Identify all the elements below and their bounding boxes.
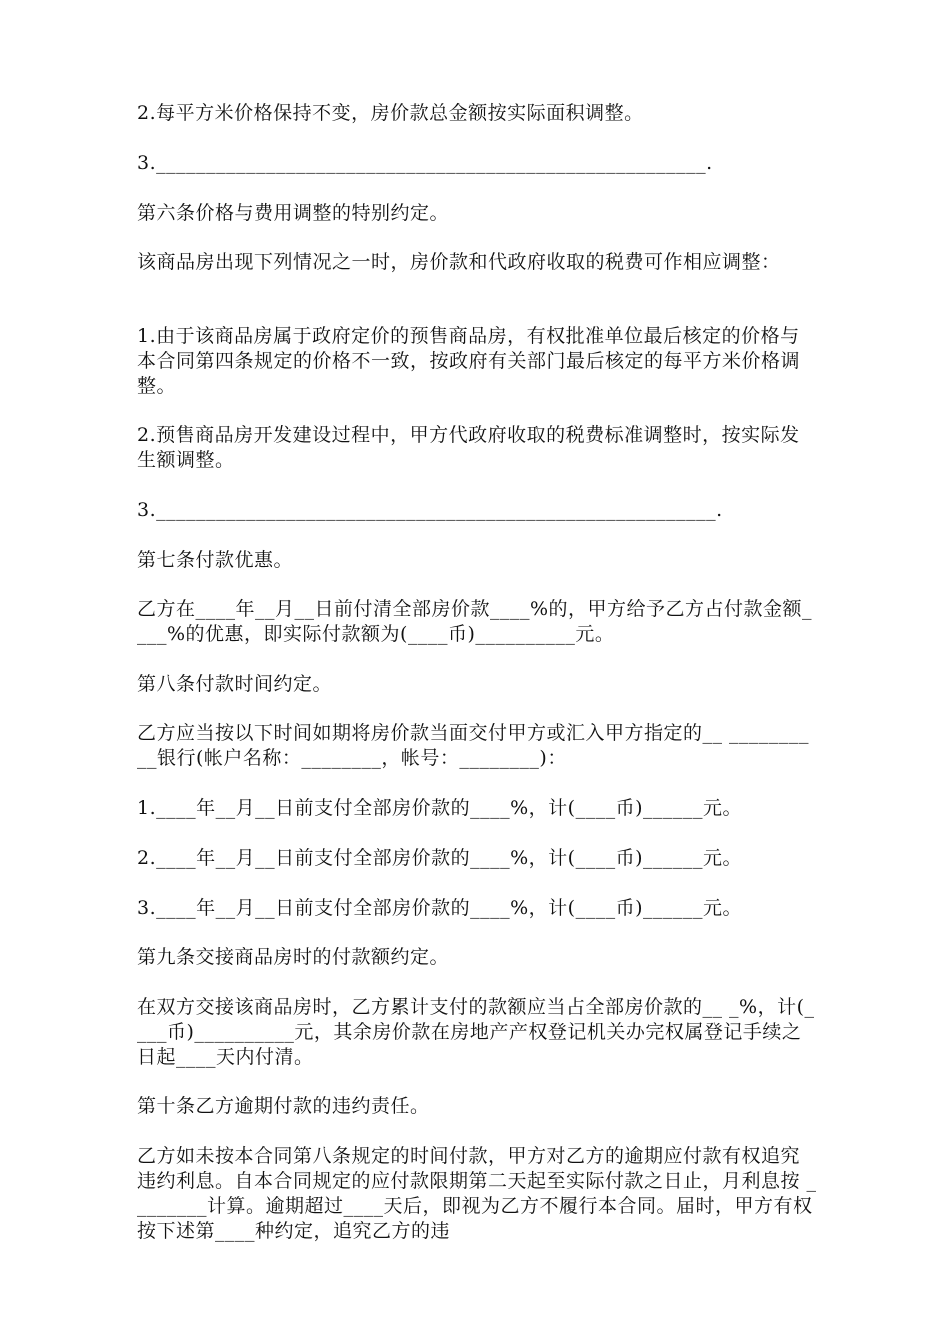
clause-6-item-1: 1.由于该商品房属于政府定价的预售商品房，有权批准单位最后核定的价格与本合同第四条规定的价格不一致，按政府有关部门最后核定的每平方米价格调整。	[137, 325, 801, 397]
clause-10-heading: 第十条乙方逾期付款的违约责任。	[137, 1095, 430, 1117]
clause-10-body: 乙方如未按本合同第八条规定的时间付款，甲方对乙方的逾期应付款有权追究违约利息。自本合同规定的应付款限期第二天起至实际付款之日止，月利息按 ________计算。逾期超过____天后，即视为乙方不履行本合同。届时，甲方有权按下述第____种约定，追究乙方的违	[137, 1145, 817, 1242]
clause-9-body: 在双方交接该商品房时，乙方累计支付的款额应当占全部房价款的__ _%，计(____币)__________元，其余房价款在房地产产权登记机关办完权属登记手续之日起____天内付清。	[137, 996, 815, 1068]
clause-5-item-3-blank: 3._______________________________________________________.	[137, 152, 713, 174]
clause-6-heading: 第六条价格与费用调整的特别约定。	[137, 202, 450, 224]
clause-8-item-3: 3.____年__月__日前支付全部房价款的____%，计(____币)______元。	[137, 897, 743, 919]
clause-8-item-2: 2.____年__月__日前支付全部房价款的____%，计(____币)______元。	[137, 847, 743, 869]
clause-8-item-1: 1.____年__月__日前支付全部房价款的____%，计(____币)______元。	[137, 797, 743, 819]
clause-8-heading: 第八条付款时间约定。	[137, 673, 333, 695]
clause-9-heading: 第九条交接商品房时的付款额约定。	[137, 946, 450, 968]
clause-6-item-2: 2.预售商品房开发建设过程中，甲方代政府收取的税费标准调整时，按实际发生额调整。	[137, 424, 800, 471]
clause-8-intro: 乙方应当按以下时间如期将房价款当面交付甲方或汇入甲方指定的__ __________银行(帐户名称：________，帐号：________)：	[137, 722, 810, 769]
clause-7-body: 乙方在____年__月__日前付清全部房价款____%的，甲方给予乙方占付款金额____%的优惠，即实际付款额为(____币)__________元。	[137, 598, 813, 645]
clause-7-heading: 第七条付款优惠。	[137, 549, 294, 571]
clause-6-intro: 该商品房出现下列情况之一时，房价款和代政府收取的税费可作相应调整：	[137, 251, 781, 273]
clause-5-item-2: 2.每平方米价格保持不变，房价款总金额按实际面积调整。	[137, 102, 644, 124]
clause-6-item-3-blank: 3.________________________________________________________.	[137, 499, 723, 521]
